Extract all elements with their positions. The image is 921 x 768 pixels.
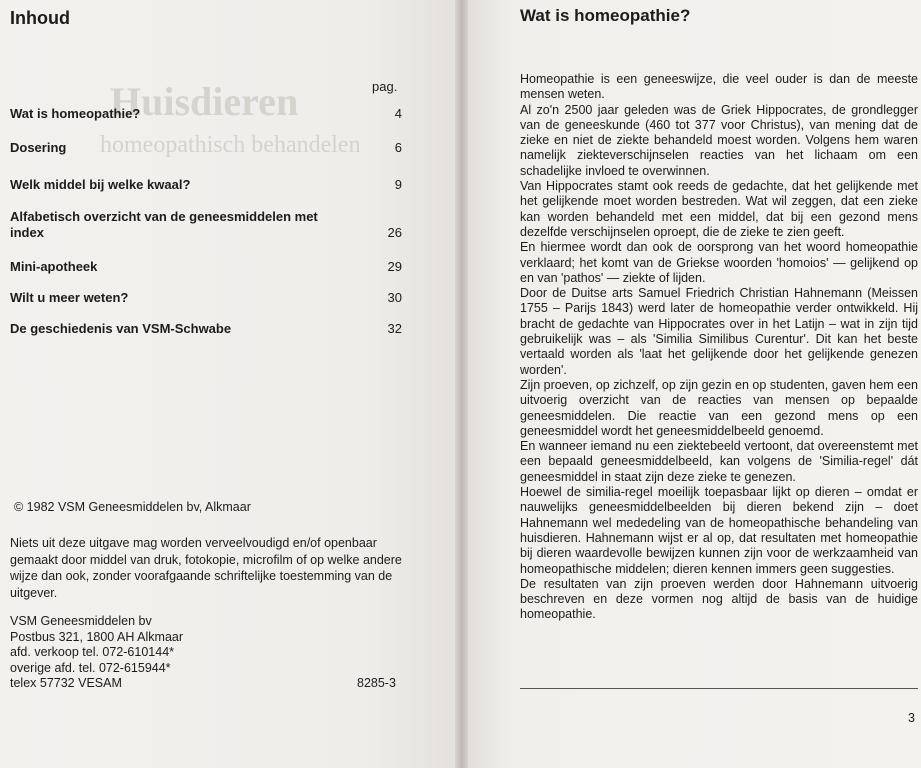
toc-item[interactable]: [10, 259, 402, 275]
right-page: [468, 0, 921, 768]
publication-code: 8285-3: [357, 676, 396, 690]
body-paragraph: En wanneer iemand nu een ziektebeeld vertoont, dat overeenstemt met een bepaald geneesmiddelbeeld, kan volgens de 'Similia-regel' dát geneesmiddel in staat zijn deze zieke te genezen.: [520, 439, 918, 484]
address-line: Postbus 321, 1800 AH Alkmaar: [10, 629, 184, 644]
toc-item-title: De geschiedenis van VSM-Schwabe: [10, 321, 232, 336]
toc-item[interactable]: [10, 209, 402, 241]
toc-item-title: Mini-apotheek: [10, 259, 98, 274]
body-paragraph: Homeopathie is een geneeswijze, die veel ouder is dan de meeste mensen weten.: [520, 72, 918, 102]
toc-item[interactable]: [10, 177, 402, 193]
publisher-address: [10, 614, 183, 692]
toc-item-page: 6: [394, 140, 402, 155]
toc-item-title: Welk middel bij welke kwaal?: [10, 177, 191, 192]
address-line: overige afd. tel. 072-615944*: [10, 660, 171, 675]
toc-item-page: 32: [387, 321, 402, 336]
left-page: [0, 0, 455, 768]
body-paragraph: Zijn proeven, op zichzelf, op zijn gezin en op studenten, gaven hem een uitvoerig overzicht van de reacties van mensen op bepaalde geneesmiddelen. Die reactie van een gezond mens op een geneesmiddel wordt het geneesmiddelbeeld genoemd.: [520, 377, 918, 438]
toc-item-title: Dosering: [10, 140, 67, 155]
copyright-notice: © 1982 VSM Geneesmiddelen bv, Alkmaar: [14, 500, 251, 514]
chapter-body: [520, 72, 918, 623]
pag-label: pag.: [372, 79, 398, 94]
footer-rule: [520, 688, 918, 689]
toc-item[interactable]: [10, 140, 402, 156]
page-number: 3: [908, 711, 915, 725]
body-paragraph: En hiermee wordt dan ook de oorsprong van het woord homeopathie verklaard; het komt van de Griekse woorden 'homoios' — gelijkend op en van 'pathos' — ziekte of lijden.: [520, 240, 918, 285]
bleed-through-subtitle: homeopathisch behandelen: [100, 132, 361, 158]
toc-item-page: 9: [394, 177, 402, 192]
toc-item-page: 30: [387, 290, 402, 305]
toc-item[interactable]: [10, 321, 402, 337]
toc-item-page: 4: [394, 106, 402, 121]
toc-item-page: 29: [387, 259, 402, 274]
body-paragraph: Door de Duitse arts Samuel Friedrich Christian Hahnemann (Meissen 1755 – Parijs 1843) werd later de homeopathie verder ontwikkeld. Hij bracht de gedachte van Hippocrates over in het Latijn – wat in zijn tijd gebruikelijk was – als 'Similia Similibus Curentur'. Dit kan het beste vertaald worden als 'laat het gelijkende door het gelijkende genezen worden'.: [520, 286, 918, 377]
body-paragraph: Al zo'n 2500 jaar geleden was de Griek Hippocrates, de grondlegger van de geneeskunde (460 tot 377 voor Christus), van mening dat de zieke en niet de ziekte behandeld moest worden. Volgens hem waren namelijk ziekteverschijnselen reacties van het lichaam om een schadelijke invloed te overwinnen.: [520, 102, 918, 178]
address-line: afd. verkoop tel. 072-610144*: [10, 645, 175, 659]
toc-item-title: Wat is homeopathie?: [10, 106, 141, 121]
chapter-heading: Wat is homeopathie?: [520, 6, 691, 25]
toc-item-title: Wilt u meer weten?: [10, 290, 129, 305]
book-gutter: [455, 0, 468, 768]
toc-item[interactable]: [10, 290, 402, 306]
body-paragraph: Hoewel de similia-regel moeilijk toepasbaar lijkt op dieren – omdat er nauwelijks geneesmiddelbeelden bij dieren bekend zijn – doet Hahnemann wel mededeling van de homeopathische behandeling van huisdieren. Hahnemann wijst er al op, dat resultaten met homeopathie bij dieren waardevolle bewijzen kunnen zijn voor de werkzaamheid van homeopathische middelen; dieren kennen immers geen suggesties.: [520, 485, 918, 576]
rights-notice: Niets uit deze uitgave mag worden verveelvoudigd en/of openbaar gemaakt door middel van druk, fotokopie, microfilm of op welke andere wijze dan ook, zonder voorafgaande schriftelijke toestemming van de uitgever.: [10, 536, 402, 600]
toc-item-page: 26: [387, 225, 402, 240]
body-paragraph: De resultaten van zijn proeven werden door Hahnemann uitvoerig beschreven en deze vormen nog altijd de basis van de huidige homeopathie.: [520, 576, 918, 622]
bleed-through-title: Huisdieren: [110, 79, 299, 124]
body-paragraph: Van Hippocrates stamt ook reeds de gedachte, dat het gelijkende met het gelijkende moet worden bestreden. Wat wil zeggen, dat een zieke kan worden behandeld met een middel, dat bij een gezond mens dezelfde verschijnselen oproept, die de zieke te zien geeft.: [520, 179, 918, 239]
toc-heading: Inhoud: [10, 8, 70, 28]
address-line: telex 57732 VESAM: [10, 676, 122, 690]
toc-item-title: Alfabetisch overzicht van de geneesmiddelen met index: [10, 209, 318, 240]
toc-item[interactable]: [10, 106, 402, 122]
address-line: VSM Geneesmiddelen bv: [10, 614, 152, 628]
